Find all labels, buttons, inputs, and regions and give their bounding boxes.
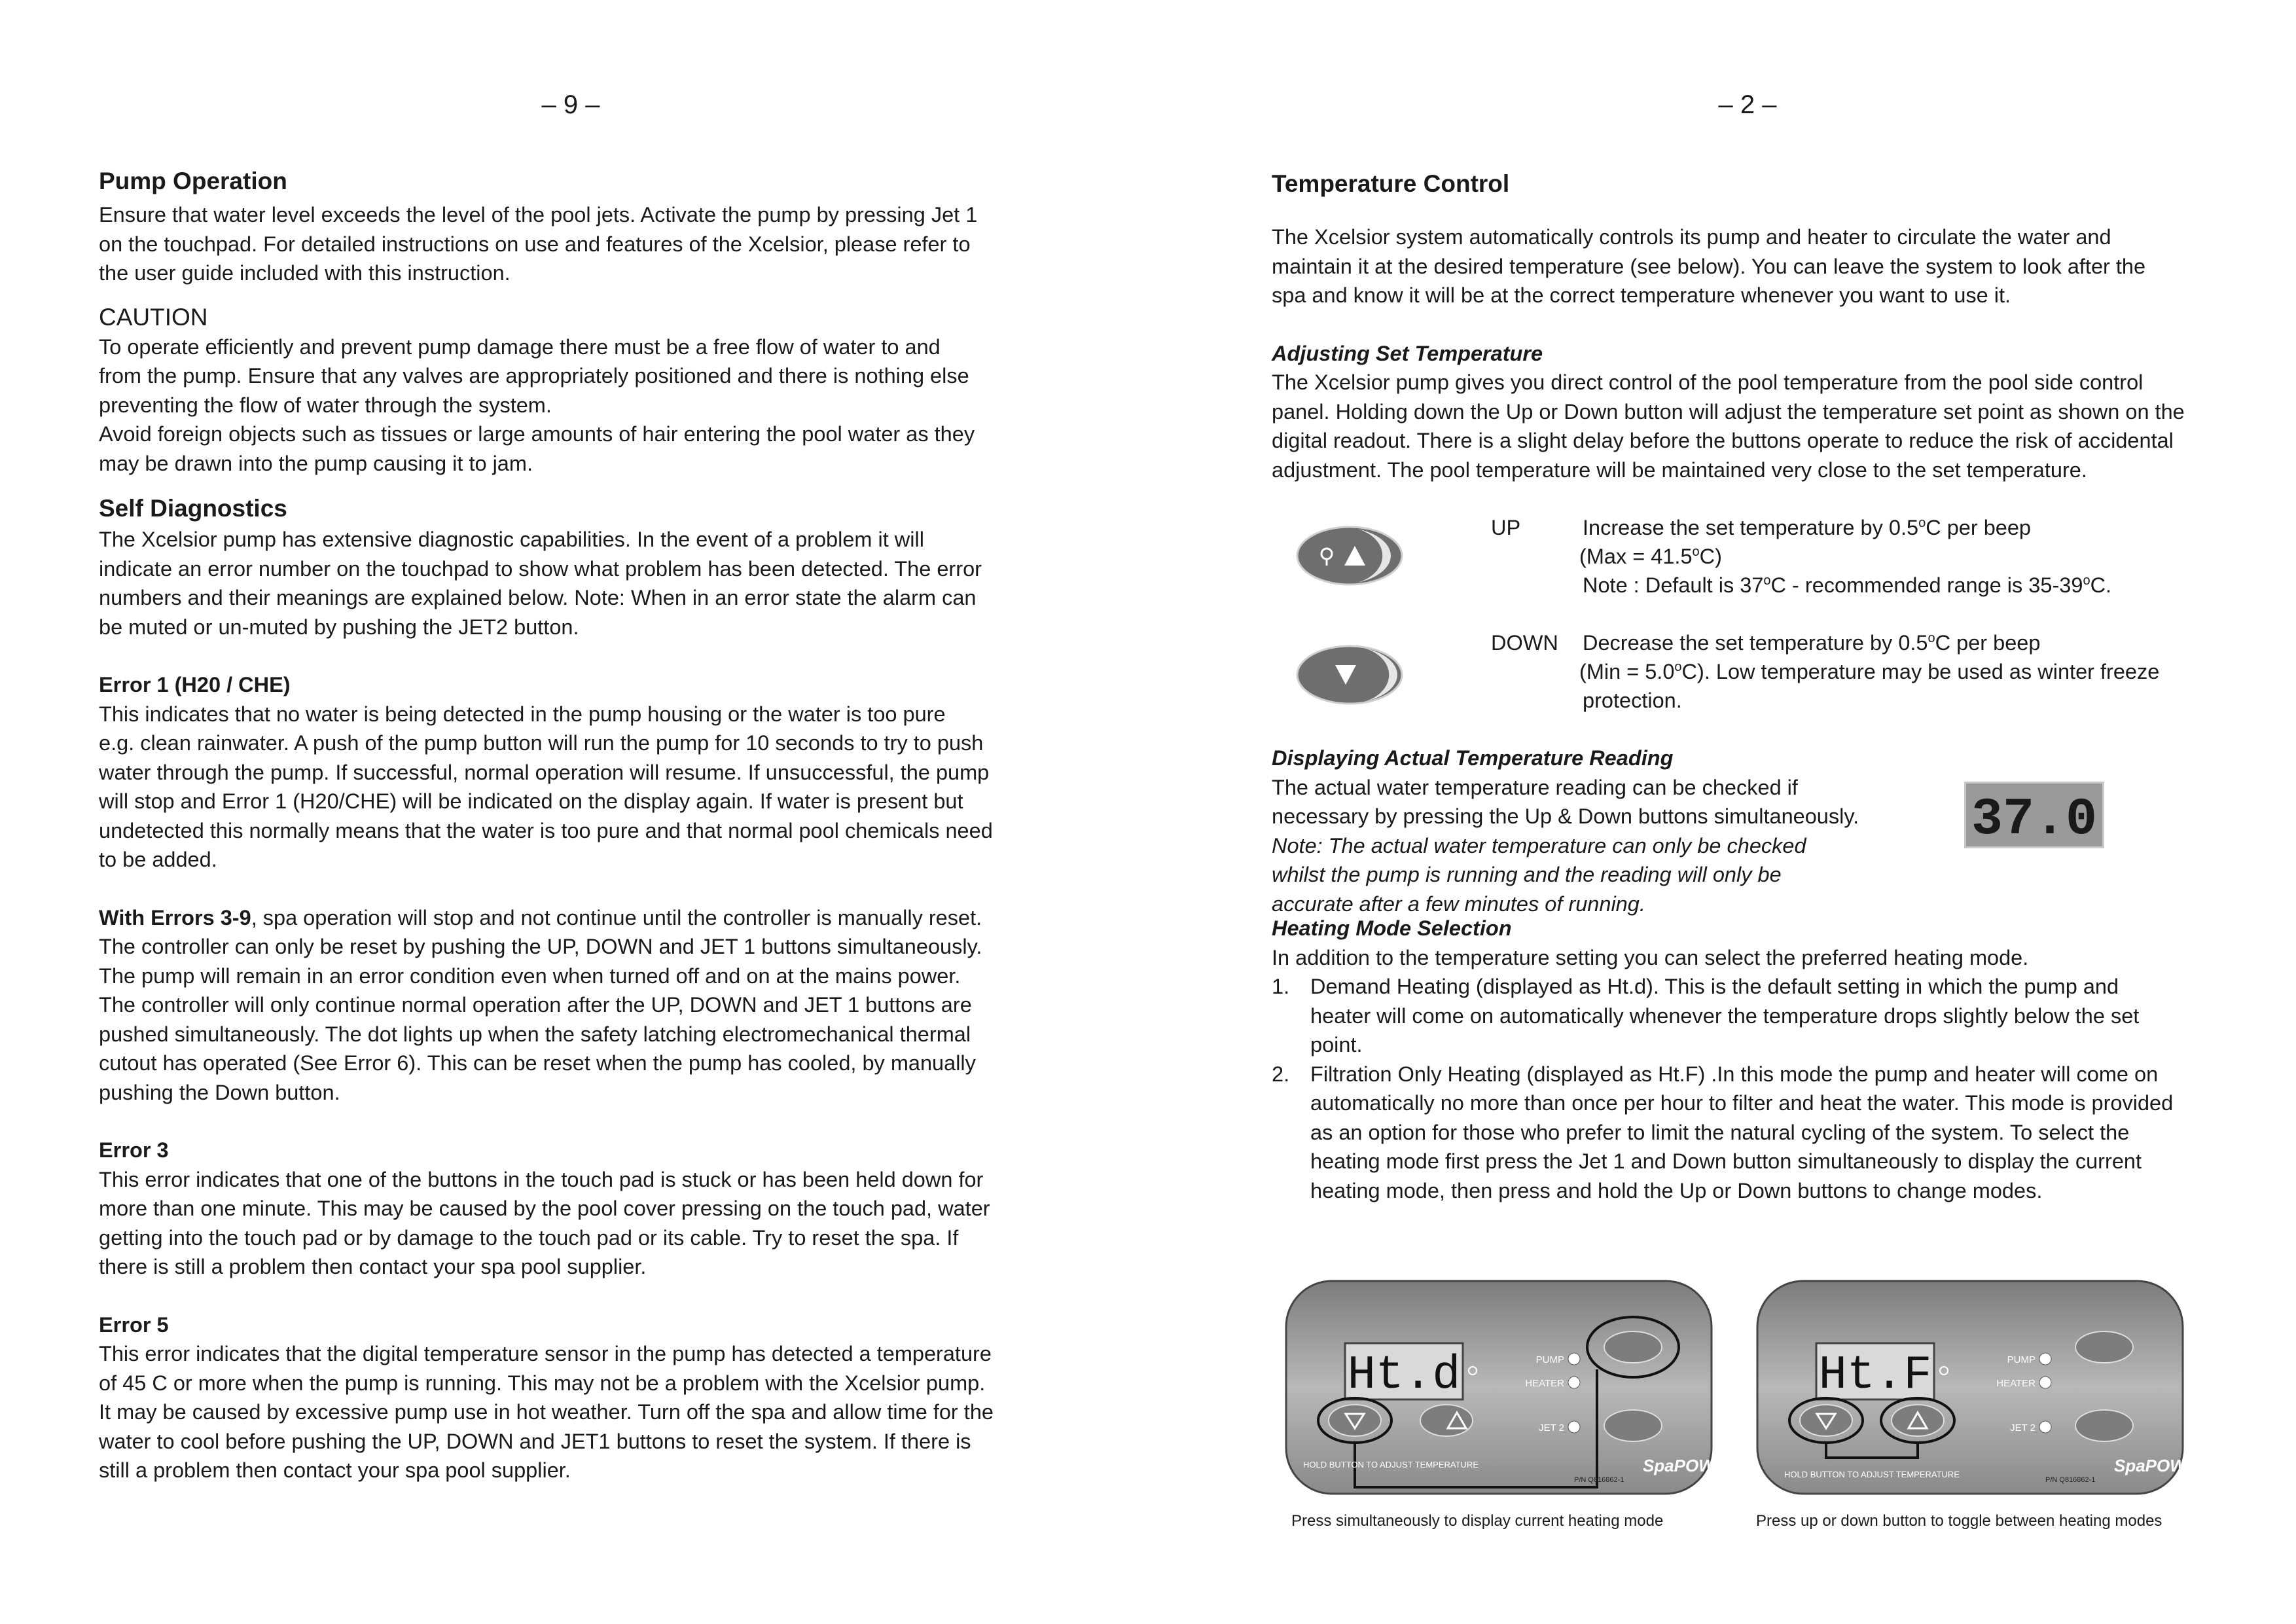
heating-heading: Heating Mode Selection — [1272, 916, 1512, 940]
errors-3-9-line: pushing the Down button. — [99, 1080, 340, 1104]
errors-3-9-line: The pump will remain in an error condition even when turned off and on at the mains power. — [99, 964, 961, 988]
error3-line: getting into the touch pad or by damage to the touch pad or its cable. Try to reset the spa. If — [99, 1225, 959, 1250]
error3-line: This error indicates that one of the buttons in the touch pad is stuck or has been held down for — [99, 1167, 984, 1191]
pump-operation-line: Ensure that water level exceeds the level of the pool jets. Activate the pump by pressing Jet 1 — [99, 203, 978, 226]
down-button-row — [1272, 628, 2221, 744]
adjusting-line: adjustment. The pool temperature will be maintained very close to the set temperature. — [1272, 458, 2087, 482]
caution-line: preventing the flow of water through the system. — [99, 393, 552, 417]
down-line-3: protection. — [1583, 689, 1682, 712]
heater-label: HEATER — [1525, 1378, 1564, 1389]
hold-button-text: HOLD BUTTON TO ADJUST TEMPERATURE — [1784, 1470, 1960, 1479]
part-number: P/N Q816862-1 — [1574, 1476, 1624, 1484]
page-number-right: – 2 – — [1718, 90, 1777, 119]
error5-heading: Error 5 — [99, 1312, 169, 1337]
page-number-left: – 9 – — [541, 90, 600, 119]
caution-heading: CAUTION — [99, 303, 208, 331]
error1-line: undetected this normally means that the water is too pure and that normal pool chemicals need — [99, 818, 993, 842]
temperature-lcd-display — [1964, 782, 2104, 848]
up-line-2: $(Max = 41.5^oC)$ — [1579, 545, 1722, 568]
up-label: UP — [1491, 516, 1521, 539]
error3-heading: Error 3 — [99, 1138, 169, 1162]
pump-operation-line: on the touchpad. For detailed instructions on use and features of the Xcelsior, please refer to — [99, 232, 971, 256]
displaying-line: necessary by pressing the Up & Down buttons simultaneously. — [1272, 804, 1859, 828]
error1-line: water through the pump. If successful, normal operation will resume. If unsuccessful, the pump — [99, 760, 990, 784]
down-line-2: $(Min = 5.0^oC)$. Low temperature may be used as winter freeze — [1579, 660, 2160, 683]
errors-3-9-line: cutout has operated (See Error 6). This can be reset when the pump has cooled, by manually — [99, 1051, 976, 1075]
up-button-icon — [1295, 525, 1404, 586]
down-label: DOWN — [1491, 631, 1558, 655]
lcd-value: 37.0 — [1971, 790, 2098, 850]
error1-line: will stop and Error 1 (H20/CHE) will be indicated on the display again. If water is present but — [99, 789, 963, 813]
caution-line: from the pump. Ensure that any valves are appropriately positioned and there is nothing else — [99, 364, 969, 388]
self-diagnostics-line: The Xcelsior pump has extensive diagnostic capabilities. In the event of a problem it will — [99, 528, 924, 551]
errors-3-9-first-line — [99, 903, 1041, 933]
lcd-digits — [1971, 787, 2098, 850]
displaying-line: The actual water temperature reading can be checked if — [1272, 775, 1798, 799]
pump-operation-heading: Pump Operation — [99, 168, 287, 194]
displaying-note: Note: The actual water temperature can only be checked — [1272, 833, 1806, 857]
heating-mode-item: 2. Filtration Only Heating (displayed as Ht.F) .In this mode the pump and heater will come on automatically no more than once per hour to filter and heat the water. This mode is provided as an option for those who prefer to limit the natural cycling of the system. To select the heating mode first press the Jet 1 and Down button simultaneously to display the current heating mode, then press and hold the Up or Down buttons to change modes. — [1272, 1062, 2174, 1202]
displaying-block — [1272, 744, 2221, 916]
left-column — [99, 165, 1041, 1485]
self-diagnostics-line: numbers and their meanings are explained below. Note: When in an error state the alarm can — [99, 586, 977, 609]
self-diagnostics-heading: Self Diagnostics — [99, 495, 287, 522]
displaying-note: whilst the pump is running and the reading will only be — [1272, 863, 1782, 886]
adjusting-line: digital readout. There is a slight delay before the buttons operate to reduce the risk of accidental — [1272, 429, 2174, 452]
caption-right: Press up or down button to toggle between heating modes — [1756, 1512, 2162, 1530]
error5-line: It may be caused by excessive pump use in hot weather. Turn off the spa and allow time for the — [99, 1400, 994, 1424]
jet2-label: JET 2 — [1539, 1422, 1564, 1434]
errors-3-9-lead: With Errors 3-9 — [99, 905, 251, 929]
control-panel-illustration-left — [1283, 1278, 1738, 1500]
error5-line: This error indicates that the digital temperature sensor in the pump has detected a temperature — [99, 1342, 992, 1365]
up-line-3: Note : Default is 37$^o$C - recommended range is 35-39$^o$C. — [1583, 573, 2112, 597]
errors-3-9-line: pushed simultaneously. The dot lights up when the safety latching electromechanical thermal — [99, 1022, 971, 1046]
down-line-1: Decrease the set temperature by 0.5$^o$C per beep — [1583, 631, 2041, 655]
adjusting-heading: Adjusting Set Temperature — [1272, 341, 1543, 365]
error3-line: more than one minute. This may be caused by the pool cover pressing on the touch pad, water — [99, 1197, 990, 1220]
spapower-logo: SpaPOWER — [1643, 1456, 1738, 1475]
spapower-logo: SpaPOWER — [2114, 1456, 2210, 1475]
errors-3-9-rest: , spa operation will stop and not continue until the controller is manually reset. — [251, 905, 982, 929]
temperature-control-line: The Xcelsior system automatically controls its pump and heater to circulate the water and — [1272, 225, 2111, 249]
heater-label: HEATER — [1996, 1378, 2036, 1389]
error5-line: water to cool before pushing the UP, DOWN and JET1 buttons to reset the system. If there is — [99, 1429, 971, 1453]
self-diagnostics-line: indicate an error number on the touchpad to show what problem has been detected. The error — [99, 556, 982, 581]
up-button-row — [1272, 513, 2221, 628]
hold-button-text: HOLD BUTTON TO ADJUST TEMPERATURE — [1303, 1460, 1479, 1470]
error1-line: to be added. — [99, 848, 217, 871]
down-button-icon — [1295, 644, 1404, 706]
pump-label: PUMP — [1535, 1354, 1564, 1365]
right-column — [1272, 168, 2221, 1205]
heating-intro: In addition to the temperature setting you can select the preferred heating mode. — [1272, 945, 2029, 969]
heating-mode-item: 1. Demand Heating (displayed as Ht.d). This is the default setting in which the pump and heater will come on automatically whenever the temperature drops slightly below the set point. — [1272, 975, 2140, 1056]
error5-line: of 45 C or more when the pump is running. This may not be a problem with the Xcelsior pump. — [99, 1371, 986, 1395]
up-line-1: Increase the set temperature by 0.5$^o$C per beep — [1583, 516, 2032, 539]
caution-line: To operate efficiently and prevent pump damage there must be a free flow of water to and — [99, 334, 941, 359]
panel-display-text: Ht.F — [1818, 1348, 1932, 1402]
control-panel-illustration-right — [1754, 1278, 2210, 1500]
pump-label: PUMP — [2007, 1354, 2036, 1365]
caption-left: Press simultaneously to display current heating mode — [1291, 1512, 1664, 1530]
displaying-heading: Displaying Actual Temperature Reading — [1272, 746, 1674, 770]
caution-line: Avoid foreign objects such as tissues or large amounts of hair entering the pool water as they — [99, 422, 975, 446]
adjusting-line: panel. Holding down the Up or Down button will adjust the temperature set point as shown on the — [1272, 399, 2185, 424]
part-number: P/N Q816862-1 — [2045, 1476, 2096, 1484]
error5-line: still a problem then contact your spa pool supplier. — [99, 1458, 571, 1482]
temperature-control-line: spa and know it will be at the correct temperature whenever you want to use it. — [1272, 283, 2011, 307]
pump-operation-line: the user guide included with this instruction. — [99, 261, 511, 285]
jet2-label: JET 2 — [2010, 1422, 2036, 1434]
error1-line: This indicates that no water is being detected in the pump housing or the water is too pure — [99, 702, 946, 726]
self-diagnostics-line: be muted or un-muted by pushing the JET2 button. — [99, 615, 579, 639]
panel-display-text: Ht.d — [1347, 1348, 1461, 1402]
adjusting-line: The Xcelsior pump gives you direct control of the pool temperature from the pool side control — [1272, 370, 2144, 394]
errors-3-9-line: The controller can only be reset by pushing the UP, DOWN and JET 1 buttons simultaneously. — [99, 935, 982, 958]
errors-3-9-line: The controller will only continue normal operation after the UP, DOWN and JET 1 buttons are — [99, 993, 972, 1017]
displaying-note: accurate after a few minutes of running. — [1272, 892, 1645, 916]
temperature-control-heading: Temperature Control — [1272, 170, 1510, 197]
heating-mode-list — [1272, 972, 2221, 1205]
error1-heading: Error 1 (H20 / CHE) — [99, 673, 291, 696]
error3-line: there is still a problem then contact your spa pool supplier. — [99, 1255, 647, 1278]
temperature-control-line: maintain it at the desired temperature (see below). You can leave the system to look after the — [1272, 254, 2146, 278]
error1-line: e.g. clean rainwater. A push of the pump button will run the pump for 10 seconds to try to push — [99, 731, 984, 755]
caution-line: may be drawn into the pump causing it to jam. — [99, 451, 533, 475]
